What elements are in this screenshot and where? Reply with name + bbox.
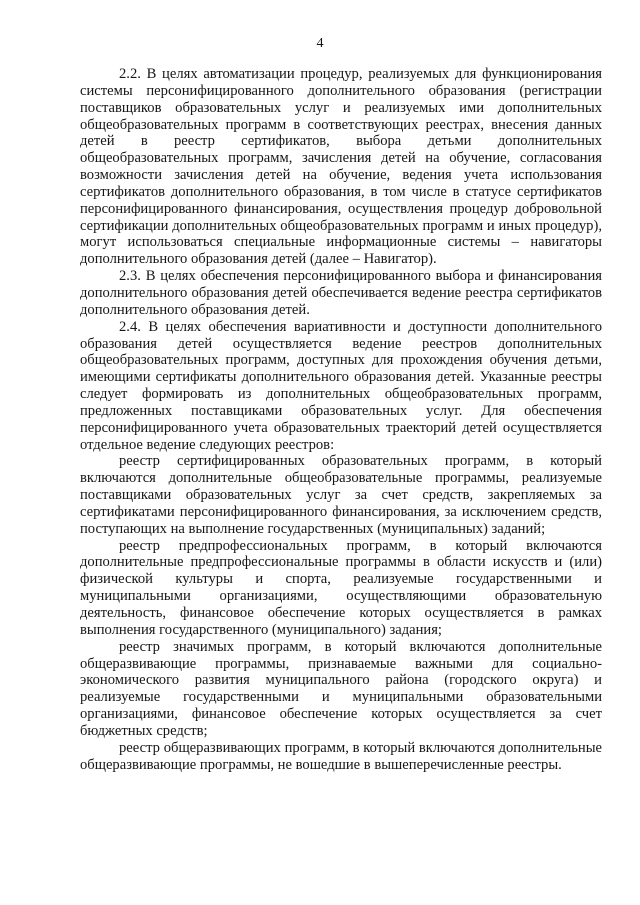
list-item-general-development-programs-registry: реестр общеразвивающих программ, в который включаются дополнительные общеразвивающие программы, не вошедшие в вышеперечисленные реестры. [80, 739, 602, 773]
paragraph-2-4: 2.4. В целях обеспечения вариативности и доступности дополнительного образования детей осуществляется ведение реестров дополнительных общеобразовательных программ, доступных для прохождения обучения детьми, имеющими сертификаты дополнительного образования детей. Указанные реестры следует формировать из дополнительных общеобразовательных программ, предложенных поставщиками образовательных услуг. Для обеспечения персонифицированного учета образовательных траекторий детей осуществляется отдельное ведение следующих реестров: [80, 318, 602, 453]
paragraph-2-2: 2.2. В целях автоматизации процедур, реализуемых для функционирования системы персонифицированного дополнительного образования (регистрации поставщиков образовательных услуг и реализуемых ими дополнительных общеобразовательных программ в соответствующих реестрах, внесения данных детей в реестр сертификатов, выбора детьми дополнительных общеобразовательных программ, зачисления детей на обучение, согласования возможности зачисления детей на обучение, ведения учета использования сертификатов дополнительного образования, в том числе в статусе сертификатов персонифицированного финансирования, осуществления процедур добровольной сертификации дополнительных общеобразовательных программ и иных процедур), могут использоваться специальные информационные системы – навигаторы дополнительного образования детей (далее – Навигатор). [80, 66, 602, 268]
list-item-significant-programs-registry: реестр значимых программ, в который включаются дополнительные общеразвивающие программы, признаваемые важными для социально-экономического развития муниципального района (городского округа) и реализуемые государственными и муниципальными образовательными организациями, финансовое обеспечение которых осуществляется за счет бюджетных средств; [80, 638, 602, 739]
list-item-preprofessional-programs-registry: реестр предпрофессиональных программ, в который включаются дополнительные предпрофессиональные программы в области искусств и (или) физической культуры и спорта, реализуемые государственными и муниципальными организациями, осуществляющими образовательную деятельность, финансовое обеспечение которых осуществляется в рамках выполнения государственного (муниципального) задания; [80, 537, 602, 638]
paragraph-2-3: 2.3. В целях обеспечения персонифицированного выбора и финансирования дополнительного образования детей обеспечивается ведение реестра сертификатов дополнительного образования детей. [80, 268, 602, 318]
page-number: 4 [316, 36, 324, 51]
list-item-certified-programs-registry: реестр сертифицированных образовательных программ, в который включаются дополнительные общеобразовательные программы, реализуемые поставщиками образовательных услуг за счет средств, закрепляемых за сертификатами персонифицированного финансирования, за исключением средств, поступающих на выполнение государственных (муниципальных) заданий; [80, 453, 602, 537]
document-body [80, 66, 602, 773]
